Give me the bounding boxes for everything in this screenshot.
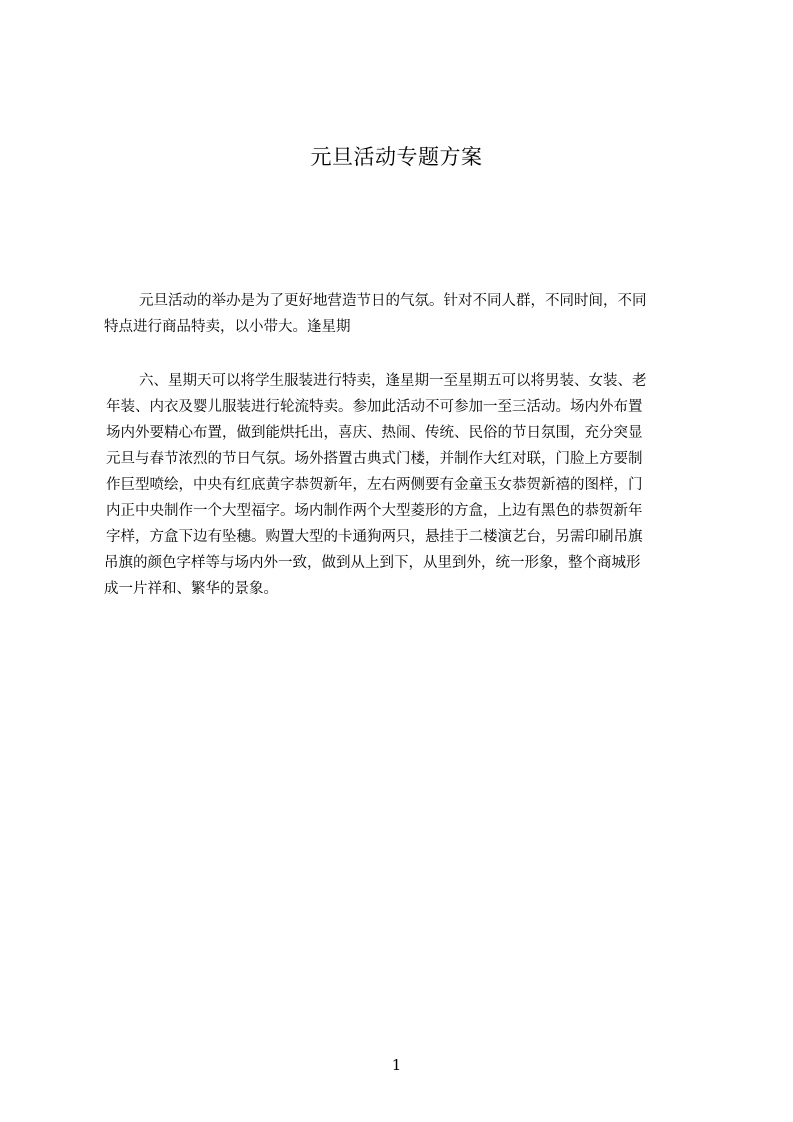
paragraph-intro [104, 288, 698, 340]
paragraph-line: 成一片祥和、繁华的景象。 [104, 581, 278, 597]
paragraph-line: 元旦活动的举办是为了更好地营造节日的气氛。针对不同人群，不同时间，不同 [139, 293, 647, 309]
paragraph-line: 特点进行商品特卖，以小带大。逢星期 [104, 319, 351, 335]
paragraph-line: 元旦与春节浓烈的节日气氛。场外搭置古典式门楼，并制作大红对联，门脸上方要制 [106, 451, 643, 467]
paragraph-line: 六、星期天可以将学生服装进行特卖，逢星期一至星期五可以将男装、女装、老 [139, 373, 647, 389]
paragraph-line: 作巨型喷绘，中央有红底黄字恭贺新年，左右两侧要有金童玉女恭贺新禧的图样，门 [106, 477, 643, 493]
paragraph-line: 字样，方盒下边有坠穗。购置大型的卡通狗两只，悬挂于二楼演艺台，另需印刷吊旗 [106, 529, 643, 545]
paragraph-line: 年装、内衣及婴儿服装进行轮流特卖。参加此活动不可参加一至三活动。场内外布置 [106, 399, 643, 415]
paragraph-line: 吊旗的颜色字样等与场内外一致，做到从上到下，从里到外，统一形象，整个商城形 [104, 555, 641, 571]
paragraph-details [104, 368, 698, 602]
document-title: 元旦活动专题方案 [310, 145, 483, 169]
page-number: 1 [391, 1056, 402, 1074]
paragraph-line: 内正中央制作一个大型福字。场内制作两个大型菱形的方盒，上边有黑色的恭贺新年 [106, 503, 643, 519]
paragraph-line: 场内外要精心布置，做到能烘托出，喜庆、热闹、传统、民俗的节日氛围，充分突显 [106, 425, 643, 441]
